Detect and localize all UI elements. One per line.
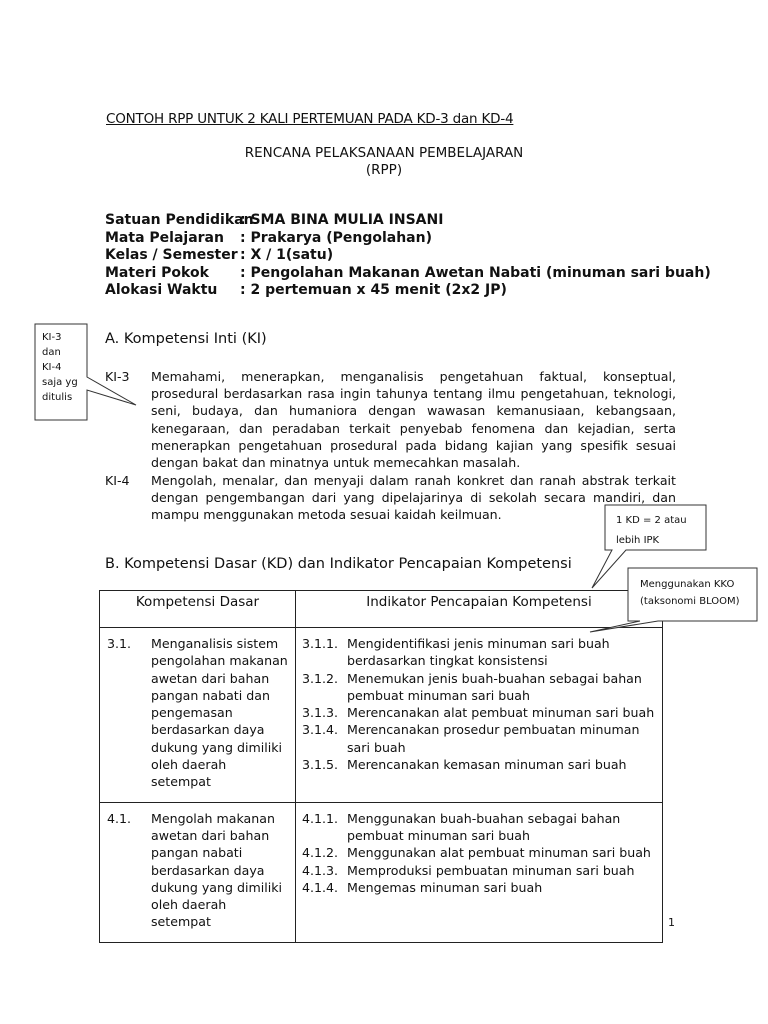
rpp-title-line1: RENCANA PELAKSANAAN PEMBELAJARAN [244, 145, 524, 161]
col-header-indicator: Indikator Pencapaian Kompetensi [296, 591, 663, 628]
callout-line: 1 KD = 2 atau [616, 515, 687, 526]
kd-note-callout [616, 511, 687, 551]
info-value: : SMA BINA MULIA INSANI [240, 212, 444, 228]
indicator-number: 4.1.2. [302, 845, 339, 861]
indicator-number: 3.1.4. [302, 722, 339, 738]
callout-line: lebih IPK [616, 535, 660, 546]
indicator-text: Menggunakan alat pembuat minuman sari buah [347, 845, 651, 861]
ki-note-callout [42, 330, 78, 405]
col-header-kd: Kompetensi Dasar [100, 591, 296, 628]
info-value: : Pengolahan Makanan Awetan Nabati (minuman sari buah) [240, 264, 711, 281]
indicator-text: Merencanakan alat pembuat minuman sari buah [347, 705, 655, 721]
rpp-title-line2: (RPP) [365, 162, 403, 178]
callout-line: (taksonomi BLOOM) [640, 596, 740, 607]
indicator-number: 3.1.2. [302, 670, 339, 686]
info-label: Kelas / Semester [105, 247, 238, 263]
callout-line: saja yg [42, 377, 78, 388]
indicator-text: Merencanakan prosedur pembuatan minuman sari buah [347, 722, 640, 755]
indicator-number: 4.1.1. [302, 810, 339, 826]
info-value: : 2 pertemuan x 45 menit (2x2 JP) [240, 282, 507, 298]
kd-text: Mengolah makanan awetan dari bahan pangan nabati berdasarkan daya dukung yang dimiliki oleh daerah setempat [151, 810, 283, 930]
info-value: : X / 1(satu) [240, 247, 334, 263]
indicator-number: 3.1.3. [302, 705, 339, 721]
indicator-number: 4.1.4. [302, 879, 339, 895]
ki-text: Memahami, menerapkan, menganalisis pengetahuan faktual, konseptual, prosedural berdasarkan rasa ingin tahunya tentang ilmu pengetahuan, teknologi, seni, budaya, dan humaniora dengan wawasan kemanusiaan, kebangsaan, kenegaraan, dan peradaban terkait penyebab fenomena dan kejadian, serta menerapkan pengetahuan prosedural pada bidang kajian yang spesifik sesuai dengan bakat dan minatnya untuk memecahkan masalah. [151, 369, 676, 471]
callout-line: ditulis [42, 392, 73, 403]
indicator-text: Mengemas minuman sari buah [347, 879, 543, 895]
indicator-text: Memproduksi pembuatan minuman sari buah [347, 862, 635, 878]
info-label: Alokasi Waktu [105, 282, 218, 298]
section-b-heading: B. Kompetensi Dasar (KD) dan Indikator Pencapaian Kompetensi [105, 556, 572, 572]
info-value: : Prakarya (Pengolahan) [240, 229, 432, 246]
indicator-number: 3.1.5. [302, 757, 339, 773]
indicator-text: Menggunakan buah-buahan sebagai bahan pembuat minuman sari buah [347, 810, 621, 843]
ki-text: Mengolah, menalar, dan menyaji dalam ranah konkret dan ranah abstrak terkait dengan pengembangan dari yang dipelajarinya di sekolah secara mandiri, dan mampu menggunakan metoda sesuai kaidah keilmuan. [151, 473, 676, 523]
page-number: 1 [668, 916, 675, 929]
callout-line: KI-3 [42, 332, 62, 343]
indicator-number: 3.1.1. [302, 636, 339, 651]
indicator-text: Merencanakan kemasan minuman sari buah [347, 757, 627, 773]
kd-text: Menganalisis sistem pengolahan makanan awetan dari bahan pangan nabati dan pengemasan berdasarkan daya dukung yang dimiliki oleh daerah setempat [151, 636, 288, 790]
callout-line: dan [42, 347, 61, 358]
callout-line: KI-4 [42, 362, 62, 373]
info-label: Satuan Pendidikan [105, 212, 254, 228]
kd-number: 4.1. [107, 810, 132, 826]
ki-code: KI-3 [105, 369, 130, 384]
indicator-number: 4.1.3. [302, 862, 339, 878]
info-label: Mata Pelajaran [105, 229, 224, 246]
kko-note-callout [640, 576, 740, 610]
section-a-heading: A. Kompetensi Inti (KI) [105, 331, 267, 347]
ki-code: KI-4 [105, 473, 130, 488]
info-label: Materi Pokok [105, 264, 209, 281]
document-title: CONTOH RPP UNTUK 2 KALI PERTEMUAN PADA KD-3 dan KD-4 [106, 111, 514, 127]
kd-number: 3.1. [107, 636, 132, 651]
indicator-text: Menemukan jenis buah-buahan sebagai bahan pembuat minuman sari buah [347, 670, 642, 703]
callout-line: Menggunakan KKO [640, 579, 735, 590]
indicator-text: Mengidentifikasi jenis minuman sari buah berdasarkan tingkat konsistensi [347, 636, 610, 669]
